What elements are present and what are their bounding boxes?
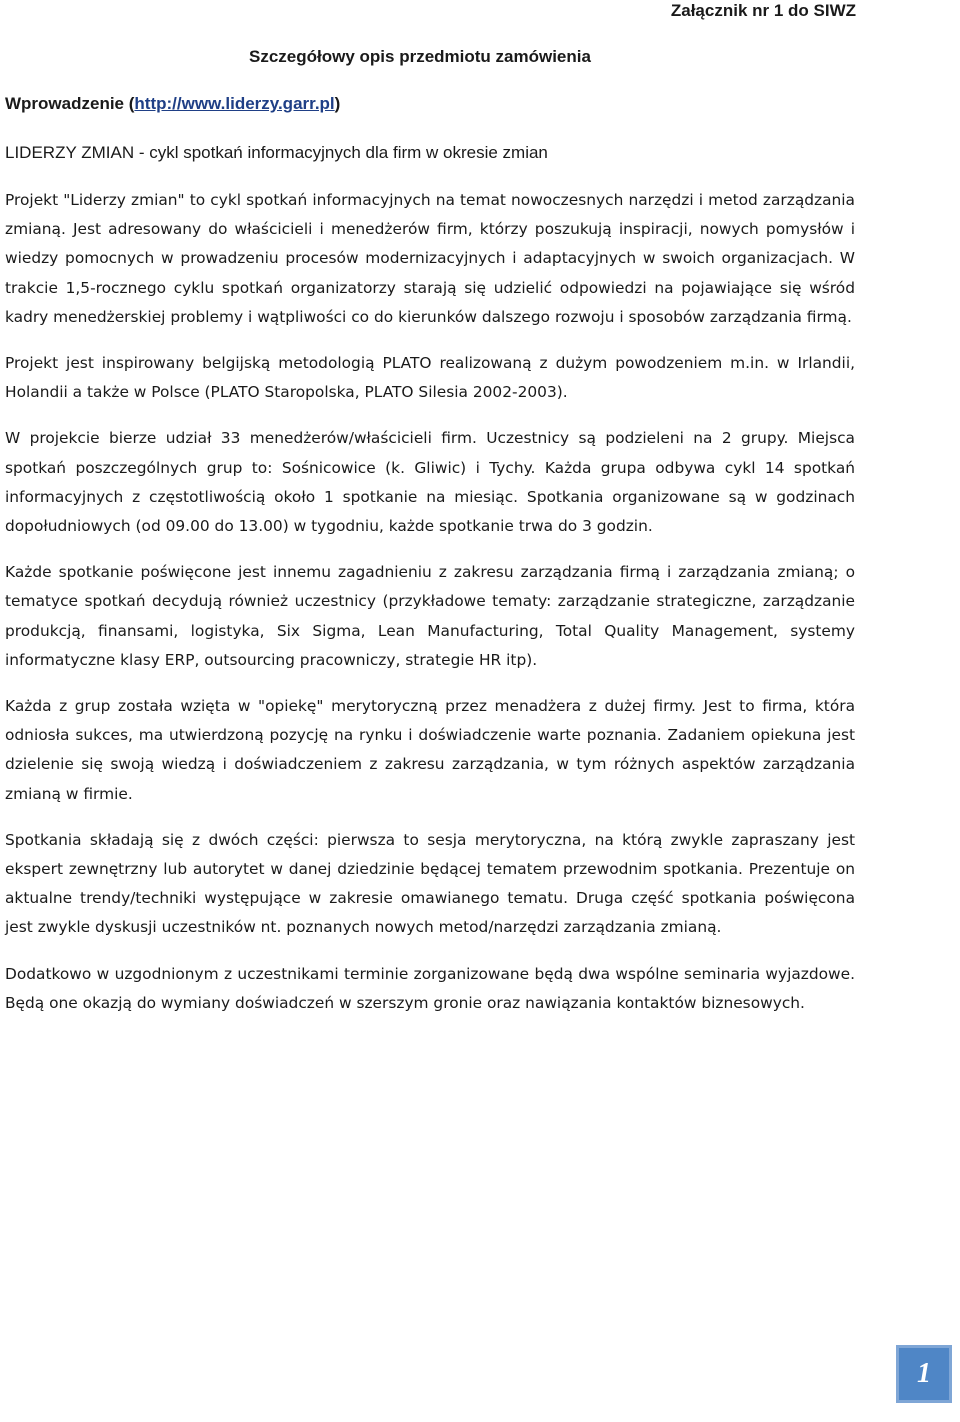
intro-label-suffix: ) [334, 94, 341, 113]
website-link[interactable]: http://www.liderzy.garr.pl [134, 94, 335, 113]
document-title: Szczegółowy opis przedmiotu zamówienia [249, 47, 591, 66]
page-number: 1 [917, 1358, 931, 1389]
section-subtitle: LIDERZY ZMIAN - cykl spotkań informacyjnych dla firm w okresie zmian [5, 143, 548, 162]
page-number-badge [896, 1345, 952, 1403]
paragraph-topics: Każde spotkanie poświęcone jest innemu zagadnieniu z zakresu zarządzania firmą i zarządzania zmianą; o tematyce spotkań decydują również uczestnicy (przykładowe tematy: zarządzanie strategiczne, zarządzanie produkcją, finansami, logistyka, Six Sigma, Lean Manufacturing, Total Quality Management, systemy informatyczne klasy ERP, outsourcing pracowniczy, strategie HR itp). [5, 563, 855, 669]
document-body [5, 186, 855, 1035]
paragraph-participants: W projekcie bierze udział 33 menedżerów/właścicieli firm. Uczestnicy są podzieleni na 2 grupy. Miejsca spotkań poszczególnych grup to: Sośnicowice (k. Gliwic) i Tychy. Każda grupa odbywa cykl 14 spotkań informacyjnych z częstotliwością około 1 spotkanie na miesiąc. Spotkania organizowane są w godzinach dopołudniowych (od 09.00 do 13.00) w tygodniu, każde spotkanie trwa do 3 godzin. [5, 429, 855, 536]
annex-label: Załącznik nr 1 do SIWZ [670, 1, 856, 20]
intro-heading [5, 93, 340, 115]
intro-label-prefix: Wprowadzenie ( [5, 94, 135, 113]
paragraph-project-description: Projekt "Liderzy zmian" to cykl spotkań informacyjnych na temat nowoczesnych narzędzi i metod zarządzania zmianą. Jest adresowany do właścicieli i menedżerów firm, którzy poszukują inspiracji, nowych pomysłów i wiedzy pomocnych w prowadzeniu procesów modernizacyjnych i adaptacyjnych w swoich organizacjach. W trakcie 1,5-rocznego cyklu spotkań organizatorzy starają się udzielić odpowiedzi na pojawiające się wśród kadry menedżerskiej problemy i wątpliwości co do kierunków dalszego rozwoju i sposobów zarządzania firmą. [5, 191, 855, 326]
paragraph-mentor: Każda z grup została wzięta w "opiekę" merytoryczną przez menadżera z dużej firmy. Jest to firma, która odniosła sukces, ma utwierdzoną pozycję na rynku i doświadczenie warte poznania. Zadaniem opiekuna jest dzielenie się swoją wiedzą i doświadczeniem z zakresu zarządzania, w tym różnych aspektów zarządzania zmianą w firmie. [5, 697, 855, 803]
paragraph-methodology: Projekt jest inspirowany belgijską metodologią PLATO realizowaną z dużym powodzeniem m.in. w Irlandii, Holandii a także w Polsce (PLATO Staropolska, PLATO Silesia 2002-2003). [5, 354, 855, 402]
paragraph-meeting-structure: Spotkania składają się z dwóch części: pierwsza to sesja merytoryczna, na którą zwykle zapraszany jest ekspert zewnętrzny lub autorytet w danej dziedzinie będącej tematem przewodnim spotkania. Prezentuje on aktualne trendy/techniki występujące w zakresie omawianego tematu. Druga część spotkania poświęcona jest zwykle dyskusji uczestników nt. poznanych nowych metod/narzędzi zarządzania zmianą. [5, 830, 855, 937]
paragraph-seminars: Dodatkowo w uzgodnionym z uczestnikami terminie zorganizowane będą dwa wspólne seminaria wyjazdowe. Będą one okazją do wymiany doświadczeń w szerszym gronie oraz nawiązania kontaktów biznesowych. [5, 964, 855, 1012]
